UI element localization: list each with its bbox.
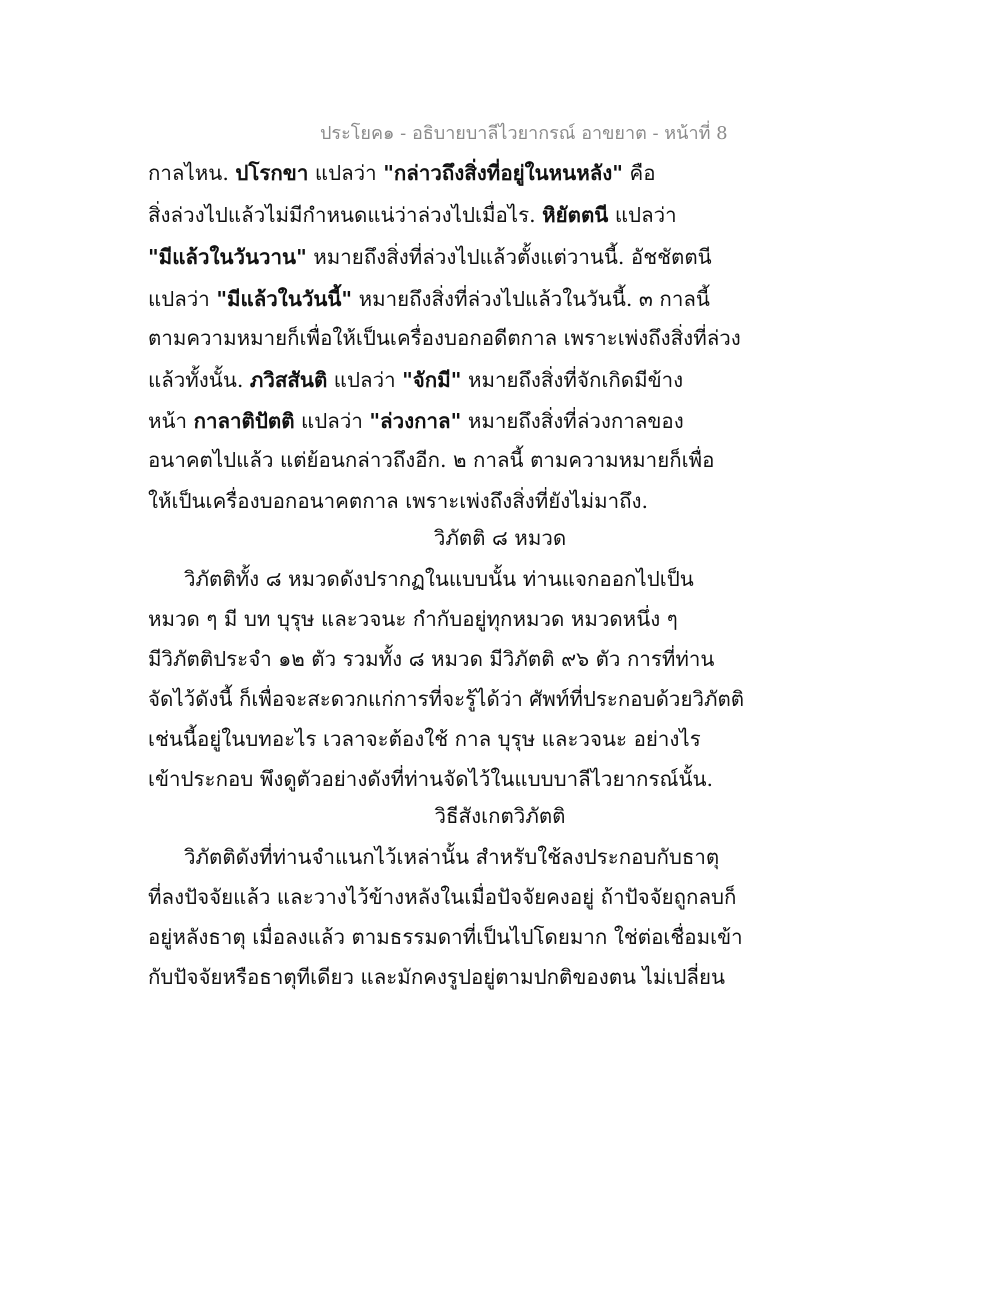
text-span: กาลไหน. [148,161,236,185]
paragraph-3-line-3: อยู่หลังธาตุ เมื่อลงแล้ว ตามธรรมดาที่เป็นไปโดยมาก ใช่ต่อเชื่อมเข้า [148,925,743,949]
paragraph-1-line-1 [148,158,656,188]
paragraph-3-line-4: กับปัจจัยหรือธาตุทีเดียว และมักคงรูปอยู่ตามปกติของตน ไม่เปลี่ยน [148,965,725,989]
section-heading-vibhatti-8: วิภัตติ ๘ หมวด [433,526,567,550]
text-span: หมายถึงสิ่งที่ล่วงไปแล้วในวันนี้. ๓ กาลนี้ [352,287,710,311]
text-span: หมายถึงสิ่งที่ล่วงไปแล้วตั้งแต่วานนี้. อัชชัตตนี [306,245,712,269]
paragraph-2-line-4: จัดไว้ดังนี้ ก็เพื่อจะสะดวกแก่การที่จะรู้ได้ว่า ศัพท์ที่ประกอบด้วยวิภัตติ [148,687,745,711]
text-span: สิ่งล่วงไปแล้วไม่มีกำหนดแน่ว่าล่วงไปเมื่อไร. [148,203,543,227]
term-paroKkha: ปโรกขา [235,161,309,185]
running-header: ประโยค๑ - อธิบายบาลีไวยากรณ์ อาขยาต - หน้าที่ 8 [320,123,728,144]
paragraph-2-line-6: เข้าประกอบ พึงดูตัวอย่างดังที่ท่านจัดไว้ในแบบบาลีไวยากรณ์นั้น. [148,767,714,791]
term-bhavissanti: ภวิสสันติ [249,368,328,392]
term-meaning: "มีแล้วในวันวาน" [148,245,307,269]
paragraph-1-line-2 [148,200,677,230]
paragraph-1-line-8: อนาคตไปแล้ว แต่ย้อนกล่าวถึงอีก. ๒ กาลนี้ ตามความหมายก็เพื่อ [148,448,715,472]
term-meaning: "กล่าวถึงสิ่งที่อยู่ในหนหลัง" [383,161,623,185]
text-span: หน้า [148,409,194,433]
paragraph-3-line-2: ที่ลงปัจจัยแล้ว และวางไว้ข้างหลังในเมื่อปัจจัยคงอยู่ ถ้าปัจจัยถูกลบก็ [148,885,737,909]
paragraph-1-line-4 [148,284,710,314]
paragraph-1-line-3 [148,242,712,272]
text-span: คือ [622,161,656,185]
term-meaning: "จักมี" [402,368,462,392]
paragraph-2-line-2: หมวด ๆ มี บท บุรุษ และวจนะ กำกับอยู่ทุกหมวด หมวดหนึ่ง ๆ [148,607,678,631]
text-span: แปลว่า [608,203,677,227]
text-span: หมายถึงสิ่งที่จักเกิดมีข้าง [461,368,684,392]
paragraph-1-line-5: ตามความหมายก็เพื่อให้เป็นเครื่องบอกอดีตกาล เพราะเพ่งถึงสิ่งที่ล่วง [148,326,741,350]
term-kalatipatti: กาลาติปัตติ [193,409,295,433]
paragraph-1-line-9: ให้เป็นเครื่องบอกอนาคตกาล เพราะเพ่งถึงสิ่งที่ยังไม่มาถึง. [148,489,649,513]
paragraph-1-line-7 [148,406,684,436]
text-span: แปลว่า [327,368,403,392]
paragraph-2-line-3: มีวิภัตติประจำ ๑๒ ตัว รวมทั้ง ๘ หมวด มีวิภัตติ ๙๖ ตัว การที่ท่าน [148,647,715,671]
term-hiyattani: หิยัตตนี [542,203,609,227]
text-span: แปลว่า [148,287,217,311]
paragraph-3-line-1: วิภัตติดังที่ท่านจำแนกไว้เหล่านั้น สำหรับใช้ลงประกอบกับธาตุ [184,845,720,869]
text-span: หมายถึงสิ่งที่ล่วงกาลของ [461,409,684,433]
term-meaning: "มีแล้วในวันนี้" [216,287,353,311]
text-span: แล้วทั้งนั้น. [148,368,250,392]
section-heading-vibhatti-observation: วิธีสังเกตวิภัตติ [434,804,566,828]
paragraph-1-line-6 [148,365,683,395]
paragraph-2-line-1: วิภัตติทั้ง ๘ หมวดดังปรากฏในแบบนั้น ท่านแจกออกไปเป็น [184,567,694,591]
text-span: แปลว่า [308,161,384,185]
term-meaning: "ล่วงกาล" [369,409,462,433]
text-span: แปลว่า [294,409,370,433]
paragraph-2-line-5: เช่นนี้อยู่ในบทอะไร เวลาจะต้องใช้ กาล บุรุษ และวจนะ อย่างไร [148,727,701,751]
